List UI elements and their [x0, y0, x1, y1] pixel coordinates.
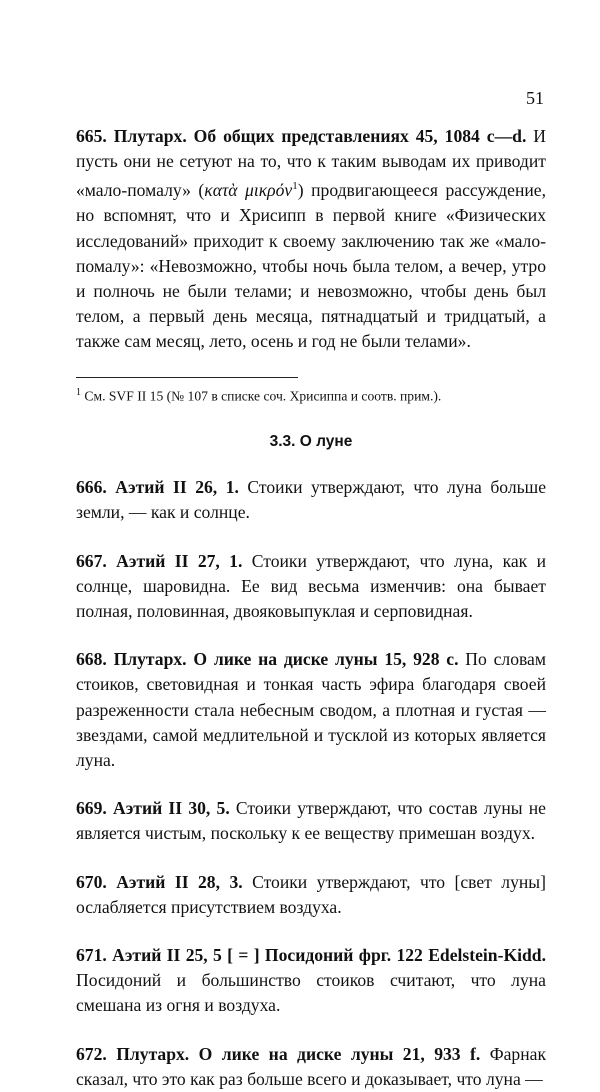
- spacer: [76, 624, 546, 647]
- spacer: [76, 773, 546, 796]
- entry-666-text: Стоики утверждают, что луна больше земли, — как и солнце.: [76, 477, 547, 523]
- footnote-rule: [76, 377, 298, 378]
- footnote: [76, 384, 546, 406]
- entry-668-head: 668. Плутарх. О лике на диске луны 15, 928 c.: [76, 649, 459, 670]
- entry-667-text: Стоики утверждают, что луна, как и солнце, шаровидна. Ее вид весьма изменчив: она бывает полная, половинная, двояковыпуклая и серповидная.: [76, 550, 546, 622]
- entry-672-head: 672. Плутарх. О лике на диске луны 21, 933 f.: [76, 1043, 481, 1064]
- entry-671: [76, 943, 546, 1019]
- entry-672-text: Фарнак сказал, что это как раз больше всего и доказывает, что луна —: [76, 1043, 547, 1089]
- entry-667-head: 667. Аэтий II 27, 1.: [76, 550, 243, 571]
- page-number: 51: [526, 88, 544, 108]
- entry-665-greek: κατὰ μικρόν: [204, 180, 293, 201]
- entry-665: [76, 124, 546, 355]
- entry-668-text: По словам стоиков, световидная и тонкая часть эфира благодаря своей разреженности стала небесным сводом, а плотная и густая — звездами, самой медлительной и тусклой из которых является луна.: [76, 649, 547, 771]
- entry-670: [76, 870, 546, 920]
- entry-665-head: 665. Плутарх. Об общих представлениях 45, 1084 c—d.: [76, 126, 527, 146]
- entry-669-text: Стоики утверждают, что состав луны не является чистым, поскольку к ее веществу примешан воздух.: [76, 798, 546, 844]
- entry-672: [76, 1042, 546, 1092]
- entry-670-head: 670. Аэтий II 28, 3.: [76, 871, 243, 892]
- footnote-text: См. SVF II 15 (№ 107 в списке соч. Хрисиппа и соотв. прим.).: [81, 388, 442, 404]
- section-title: 3.3. О луне: [269, 433, 353, 451]
- page-content: [76, 124, 546, 1092]
- footnote-mark-ref: 1: [292, 180, 298, 193]
- entry-665-text-b: ) продвигающееся рассуждение, но вспомнят, что и Хрисипп в первой книге «Физических исследований» приходит к своему заключению так же «мало-помалу»: «Невозможно, чтобы ночь была телом, а вечер, утро и полночь не были телами; и невозможно, чтобы день был телом, а первый день месяца, пятнадцатый и тридцатый, а также сам месяц, лето, осень и год не были телами».: [76, 180, 546, 352]
- spacer: [76, 920, 546, 943]
- entry-666-head: 666. Аэтий II 26, 1.: [76, 477, 239, 498]
- entry-671-head: 671. Аэтий II 25, 5 [ = ] Посидоний фрг. 122 Edelstein-Kidd.: [76, 945, 546, 966]
- entry-666: [76, 475, 546, 525]
- entry-669-head: 669. Аэтий II 30, 5.: [76, 798, 230, 819]
- spacer: [76, 1019, 546, 1042]
- entry-670-text: Стоики утверждают, что [свет луны] ослабляется присутствием воздуха.: [76, 871, 546, 917]
- footnote-mark: 1: [76, 386, 81, 398]
- spacer: [76, 847, 546, 870]
- entry-669: [76, 796, 546, 846]
- entry-671-text: Посидоний и большинство стоиков считают, что луна смешана из огня и воздуха.: [76, 970, 546, 1016]
- entry-665-text-a: И пусть они не сетуют на то, что к таким выводам их приводит «мало-помалу» (: [76, 126, 547, 201]
- entry-668: [76, 647, 546, 773]
- entry-667: [76, 549, 546, 625]
- spacer: [76, 526, 546, 549]
